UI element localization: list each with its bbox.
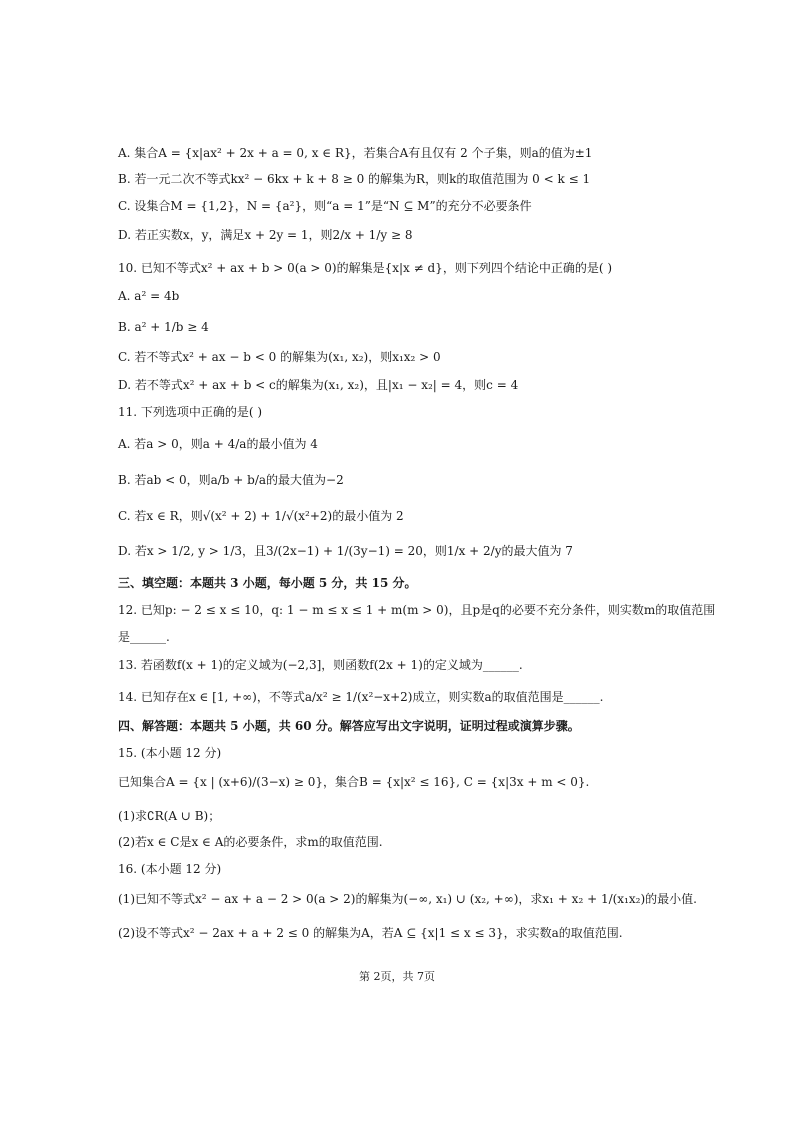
q16-part1: (1)已知不等式x² − ax + a − 2 > 0(a > 2)的解集为(−∞, x₁) ∪ (x₂, +∞)，求x₁ + x₂ + 1/(x₁x₂)的最小值.: [118, 892, 697, 906]
q10-option-c: C. 若不等式x² + ax − b < 0 的解集为(x₁, x₂)，则x₁x₂ > 0: [118, 350, 441, 364]
q16-heading: 16. (本小题 12 分): [118, 862, 222, 876]
q10-stem: 10. 已知不等式x² + ax + b > 0(a > 0)的解集是{x|x ≠ d}，则下列四个结论中正确的是( ): [118, 261, 612, 275]
q11-option-a: A. 若a > 0，则a + 4/a的最小值为 4: [118, 437, 318, 451]
q15-part2: (2)若x ∈ C是x ∈ A的必要条件，求m的取值范围.: [118, 835, 383, 849]
q9-option-a: A. 集合A = {x|ax² + 2x + a = 0, x ∈ R}，若集合A有且仅有 2 个子集，则a的值为±1: [118, 146, 593, 160]
section-fill-in-heading: 三、填空题：本题共 3 小题，每小题 5 分，共 15 分。: [118, 576, 417, 590]
q10-option-a: A. a² = 4b: [118, 289, 180, 303]
q9-option-b: B. 若一元二次不等式kx² − 6kx + k + 8 ≥ 0 的解集为R，则k的取值范围为 0 < k ≤ 1: [118, 172, 591, 186]
q10-option-d: D. 若不等式x² + ax + b < c的解集为(x₁, x₂)，且|x₁ − x₂| = 4，则c = 4: [118, 378, 519, 392]
q13-stem: 13. 若函数f(x + 1)的定义域为(−2,3]，则函数f(2x + 1)的定义域为______.: [118, 658, 523, 672]
q15-part1: (1)求∁R(A ∪ B)；: [118, 809, 221, 823]
q15-heading: 15. (本小题 12 分): [118, 746, 222, 760]
q15-stem: 已知集合A = {x | (x+6)/(3−x) ≥ 0}，集合B = {x|x² ≤ 16}, C = {x|3x + m < 0}.: [118, 775, 590, 789]
q11-option-c: C. 若x ∈ R，则√(x² + 2) + 1/√(x²+2)的最小值为 2: [118, 509, 404, 523]
q11-option-b: B. 若ab < 0，则a/b + b/a的最大值为−2: [118, 473, 344, 487]
q12-stem: 12. 已知p: − 2 ≤ x ≤ 10，q: 1 − m ≤ x ≤ 1 + m(m > 0)，且p是q的必要不充分条件，则实数m的取值范围: [118, 603, 716, 617]
q14-stem: 14. 已知存在x ∈ [1, +∞)，不等式a/x² ≥ 1/(x²−x+2)成立，则实数a的取值范围是______.: [118, 690, 604, 704]
q11-stem: 11. 下列选项中正确的是( ): [118, 405, 263, 419]
q12-stem-cont: 是______.: [118, 630, 170, 644]
section-solve-heading: 四、解答题：本题共 5 小题，共 60 分。解答应写出文字说明，证明过程或演算步骤。: [118, 719, 580, 733]
q16-part2: (2)设不等式x² − 2ax + a + 2 ≤ 0 的解集为A，若A ⊆ {x|1 ≤ x ≤ 3}，求实数a的取值范围.: [118, 926, 623, 940]
q9-option-d: D. 若正实数x，y，满足x + 2y = 1，则2/x + 1/y ≥ 8: [118, 228, 413, 242]
q9-option-c: C. 设集合M = {1,2}，N = {a²}，则“a = 1”是“N ⊆ M”的充分不必要条件: [118, 199, 532, 213]
q10-option-b: B. a² + 1/b ≥ 4: [118, 320, 209, 334]
q11-option-d: D. 若x > 1/2, y > 1/3，且3/(2x−1) + 1/(3y−1) = 20，则1/x + 2/y的最大值为 7: [118, 544, 573, 558]
page-number-footer: 第 2页，共 7页: [359, 970, 435, 983]
